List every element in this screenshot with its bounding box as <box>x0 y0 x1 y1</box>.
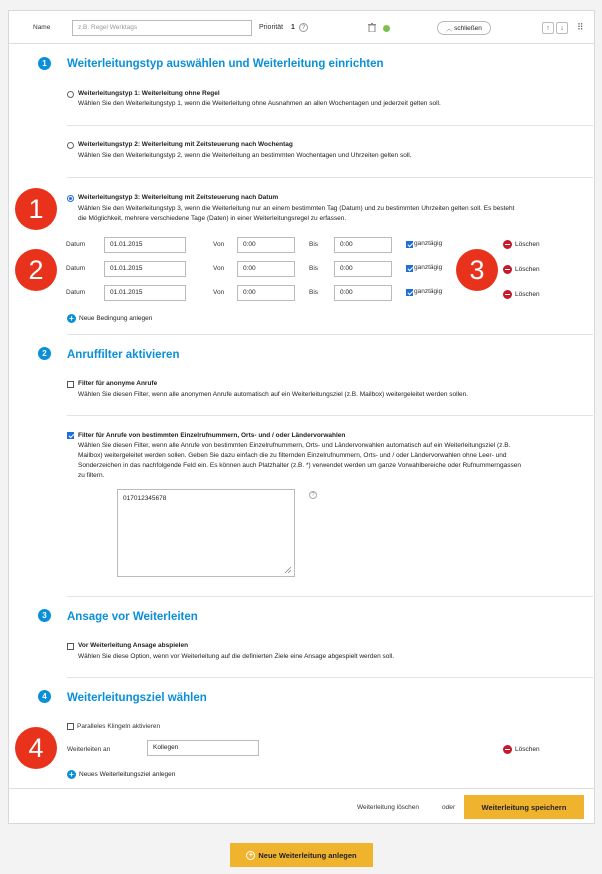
section-4-title: Weiterleitungsziel wählen <box>67 692 207 704</box>
move-down-button[interactable] <box>556 22 568 34</box>
forward-target-select[interactable]: Kollegen <box>147 740 259 756</box>
drag-handle-icon[interactable]: ⠿ <box>577 22 584 32</box>
specific-filter-desc-4: zu filtern. <box>78 472 105 479</box>
type3-radio[interactable] <box>67 195 74 202</box>
delete-row-button[interactable]: Löschen <box>503 265 540 274</box>
datum-label: Datum <box>66 265 86 272</box>
von-input[interactable]: 0:00 <box>237 261 295 277</box>
delete-rule-link[interactable]: Weiterleitung löschen <box>357 804 420 811</box>
arrow-down-icon: ↓ <box>560 24 564 32</box>
callout-4: 4 <box>15 727 57 769</box>
parallel-ring-label: Paralleles Klingeln aktivieren <box>77 723 161 730</box>
announcement-title: Vor Weiterleitung Ansage abspielen <box>78 642 189 649</box>
save-rule-button[interactable]: Weiterleitung speichern <box>464 795 584 819</box>
specific-filter-desc-3: Sonderzeichen in das nachfolgende Feld ein. Es können auch Platzhalter (z.B. *) verwendet werden um ganze Vorwahlbereiche oder Rufnummerngassen <box>78 462 521 469</box>
ganztag-checkbox[interactable] <box>406 289 413 296</box>
add-condition-button[interactable]: + Neue Bedingung anlegen <box>67 314 152 323</box>
callout-3: 3 <box>456 249 498 291</box>
specific-filter-desc-1: Wählen Sie diesen Filter, wenn alle Anrufe von bestimmten Einzelrufnummern, Orts- und Ländervorwahlen automatisch auf ein Weiterleitungsziel (z.B. <box>78 442 511 449</box>
datum-input[interactable]: 01.01.2015 <box>104 285 186 301</box>
type2-desc: Wählen Sie den Weiterleitungstyp 2, wenn die Weiterleitung an bestimmten Wochentagen und Uhrzeiten gelten soll. <box>78 152 412 159</box>
name-input[interactable]: z.B. Regel Werktags <box>72 20 252 36</box>
callout-2: 2 <box>15 249 57 291</box>
new-rule-button[interactable]: + Neue Weiterleitung anlegen <box>230 843 373 867</box>
section-1-number: 1 <box>38 57 51 70</box>
section-1-title: Weiterleitungstyp auswählen und Weiterleitung einrichten <box>67 58 384 70</box>
plus-icon: + <box>67 314 76 323</box>
ganztag-checkbox[interactable] <box>406 265 413 272</box>
section-2-title: Anruffilter aktivieren <box>67 349 180 361</box>
trash-icon[interactable] <box>368 23 376 32</box>
status-active-icon <box>383 25 390 32</box>
number-filter-textarea[interactable]: 017012345678 <box>117 489 295 577</box>
announcement-desc: Wählen Sie diese Option, wenn vor Weiterleitung auf die definierten Ziele eine Ansage abgespielt werden soll. <box>78 653 395 660</box>
specific-filter-desc-2: Mailbox) weitergeleitet werden sollen. Geben Sie dazu einfach die zu filternden Einzelrufnummern, Orts- und / oder Ländervorwahlen ohne Leer- und <box>78 452 507 459</box>
type3-desc-line1: Wählen Sie den Weiterleitungstyp 3, wenn die Weiterleitung nur an einem bestimmten Tag (Datum) und zu bestimmten Uhrzeiten gelten soll. Es besteht <box>78 205 515 212</box>
add-target-button[interactable]: + Neues Weiterleitungsziel anlegen <box>67 770 175 779</box>
remove-icon <box>503 240 512 249</box>
announcement-checkbox[interactable] <box>67 643 74 650</box>
section-2-number: 2 <box>38 347 51 360</box>
resize-handle-icon[interactable] <box>284 566 292 574</box>
type1-radio[interactable] <box>67 91 74 98</box>
name-label: Name <box>33 24 51 31</box>
remove-icon <box>503 290 512 299</box>
parallel-ring-checkbox[interactable] <box>67 723 74 730</box>
delete-target-button[interactable]: Löschen <box>503 745 540 754</box>
type2-title: Weiterleitungstyp 2: Weiterleitung mit Zeitsteuerung nach Wochentag <box>78 141 293 148</box>
von-label: Von <box>213 289 225 296</box>
bis-label: Bis <box>309 241 319 248</box>
bis-label: Bis <box>309 289 319 296</box>
priority-value: 1 <box>291 24 295 31</box>
type1-title: Weiterleitungstyp 1: Weiterleitung ohne Regel <box>78 90 220 97</box>
bis-input[interactable]: 0:00 <box>334 285 392 301</box>
move-up-button[interactable] <box>542 22 554 34</box>
delete-row-button[interactable]: Löschen <box>503 290 540 299</box>
type2-radio[interactable] <box>67 142 74 149</box>
type3-title: Weiterleitungstyp 3: Weiterleitung mit Zeitsteuerung nach Datum <box>78 194 279 201</box>
von-input[interactable]: 0:00 <box>237 285 295 301</box>
help-icon[interactable]: ? <box>299 23 308 32</box>
remove-icon <box>503 265 512 274</box>
plus-icon: + <box>67 770 76 779</box>
ganztag-label: ganztägig <box>414 240 443 247</box>
von-label: Von <box>213 241 225 248</box>
specific-filter-checkbox[interactable] <box>67 432 74 439</box>
remove-icon <box>503 745 512 754</box>
arrow-up-icon: ↑ <box>546 24 550 32</box>
bis-input[interactable]: 0:00 <box>334 261 392 277</box>
priority-label: Priorität <box>259 24 284 31</box>
specific-filter-title: Filter für Anrufe von bestimmten Einzelrufnummern, Orts- und / oder Ländervorwahlen <box>78 432 346 439</box>
forward-to-label: Weiterleiten an <box>67 746 111 753</box>
ganztag-checkbox[interactable] <box>406 241 413 248</box>
or-text: oder <box>442 804 456 811</box>
bis-input[interactable]: 0:00 <box>334 237 392 253</box>
plus-icon: + <box>246 851 255 860</box>
rule-panel <box>8 10 595 824</box>
filter-help-icon[interactable]: ? <box>309 491 317 499</box>
ganztag-label: ganztägig <box>414 288 443 295</box>
von-input[interactable]: 0:00 <box>237 237 295 253</box>
type3-desc-line2: die Möglichkeit, mehrere verschiedene Tage (Daten) in einer Weiterleitungsregel zu erfassen. <box>78 215 347 222</box>
ganztag-label: ganztägig <box>414 264 443 271</box>
datum-input[interactable]: 01.01.2015 <box>104 237 186 253</box>
datum-input[interactable]: 01.01.2015 <box>104 261 186 277</box>
datum-label: Datum <box>66 241 86 248</box>
datum-label: Datum <box>66 289 86 296</box>
chevron-up-icon: ︿ <box>446 26 453 33</box>
section-3-number: 3 <box>38 609 51 622</box>
section-4-number: 4 <box>38 690 51 703</box>
delete-row-button[interactable]: Löschen <box>503 240 540 249</box>
von-label: Von <box>213 265 225 272</box>
close-button[interactable]: ︿ schließen <box>437 21 491 35</box>
callout-1: 1 <box>15 188 57 230</box>
bis-label: Bis <box>309 265 319 272</box>
section-3-title: Ansage vor Weiterleiten <box>67 611 198 623</box>
anon-filter-title: Filter für anonyme Anrufe <box>78 380 158 387</box>
anon-filter-desc: Wählen Sie diesen Filter, wenn alle anonymen Anrufe automatisch auf ein Weiterleitungsziel (z.B. Mailbox) weitergeleitet werden sollen. <box>78 391 469 398</box>
anon-filter-checkbox[interactable] <box>67 381 74 388</box>
type1-desc: Wählen Sie den Weiterleitungstyp 1, wenn die Weiterleitung ohne Ausnahmen an allen Wochentagen und jederzeit gelten soll. <box>78 100 441 107</box>
